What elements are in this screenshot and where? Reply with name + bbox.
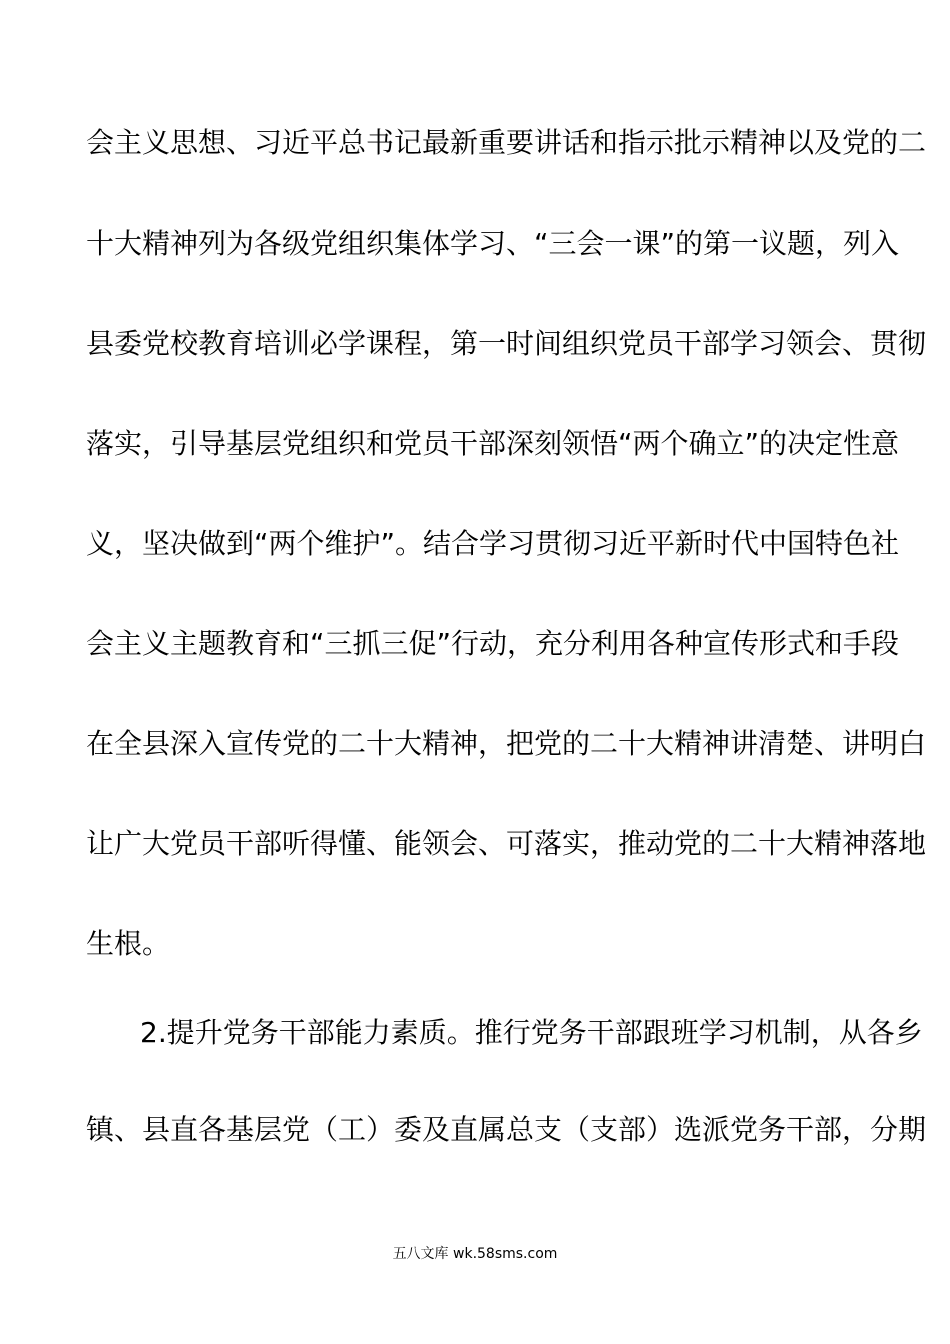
paragraph-line: 会主义主题教育和“三抓三促”行动，充分利用各种宣传形式和手段	[86, 627, 900, 660]
paragraph-line: 落实，引导基层党组织和党员干部深刻领悟“两个确立”的决定性意	[86, 427, 900, 460]
paragraph-line: 在全县深入宣传党的二十大精神，把党的二十大精神讲清楚、讲明白	[86, 727, 927, 760]
footer-watermark: 五八文库 wk.58sms.com	[392, 1246, 558, 1262]
paragraph-line: 十大精神列为各级党组织集体学习、“三会一课”的第一议题，列入	[86, 227, 900, 260]
paragraph-line: 会主义思想、习近平总书记最新重要讲话和指示批示精神以及党的二	[86, 126, 927, 159]
paragraph-heading-line: 2.提升党务干部能力素质。推行党务干部跟班学习机制，从各乡	[140, 1016, 923, 1049]
paragraph-line: 让广大党员干部听得懂、能领会、可落实，推动党的二十大精神落地	[86, 827, 927, 860]
paragraph-line: 义，坚决做到“两个维护”。结合学习贯彻习近平新时代中国特色社	[86, 527, 900, 560]
paragraph-line: 县委党校教育培训必学课程，第一时间组织党员干部学习领会、贯彻	[86, 327, 927, 360]
paragraph-line: 镇、县直各基层党（工）委及直属总支（支部）选派党务干部，分期	[86, 1113, 927, 1146]
paragraph-line-last: 生根。	[86, 927, 171, 960]
